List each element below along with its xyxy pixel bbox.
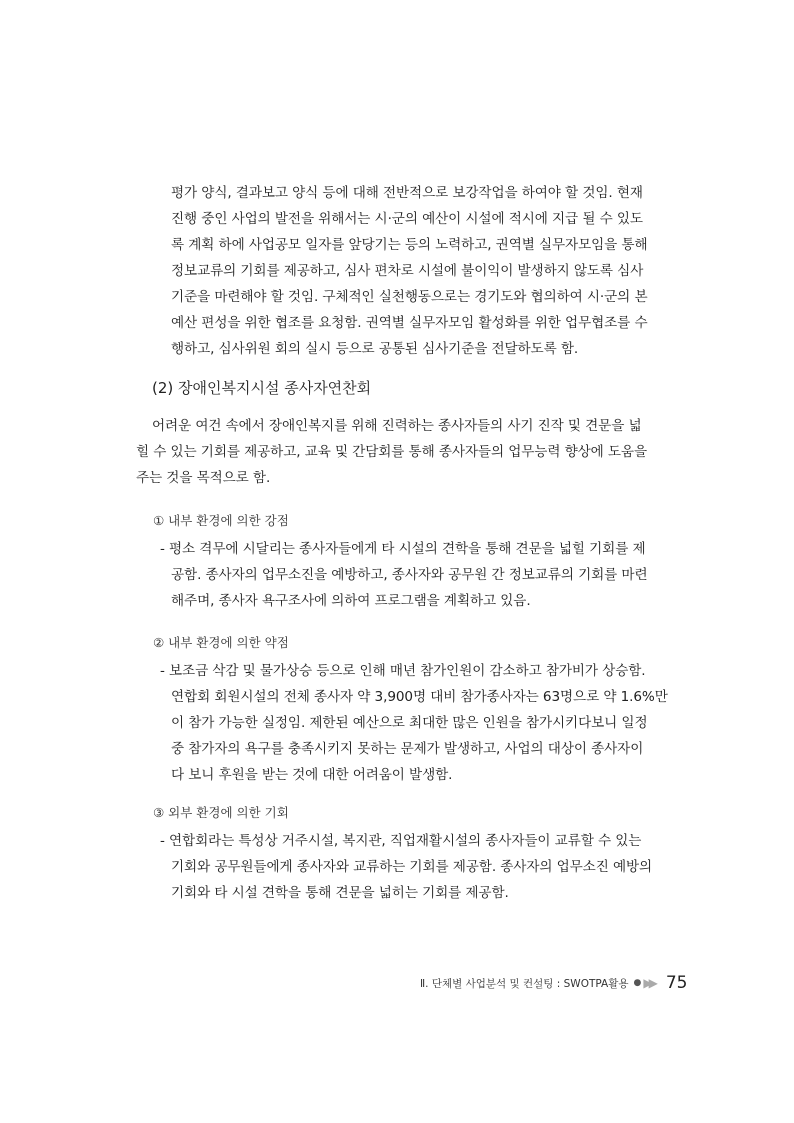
text-line: 예산 편성을 위한 협조를 요청함. 권역별 실무자모임 활성화를 위한 업무협조를 수: [171, 315, 648, 331]
bullet-dot-icon: ●: [633, 978, 642, 988]
text-line: 정보교류의 기회를 제공하고, 심사 편차로 시설에 불이익이 발생하지 않도록 심사: [171, 263, 644, 279]
page-number: 75: [665, 973, 688, 993]
strength-heading: ① 내부 환경에 의한 강점: [153, 513, 289, 528]
text-line: 중 참가자의 욕구를 충족시키지 못하는 문제가 발생하고, 사업의 대상이 종사자이: [171, 741, 644, 757]
text-line: 공함. 종사자의 업무소진을 예방하고, 종사자와 공무원 간 정보교류의 기회를 마련: [171, 567, 648, 583]
text-line: 평가 양식, 결과보고 양식 등에 대해 전반적으로 보강작업을 하여야 할 것임. 현재: [171, 185, 643, 201]
text-line: 진행 중인 사업의 발전을 위해서는 시·군의 예산이 시설에 적시에 지급 될 수 있도: [171, 211, 643, 227]
text-line: - 보조금 삭감 및 물가상승 등으로 인해 매년 참가인원이 감소하고 참가비가 상승함.: [160, 663, 646, 679]
chapter-title: Ⅱ. 단체별 사업분석 및 컨설팅 : SWOTPA활용: [420, 977, 629, 990]
text-line: 연합회 회원시설의 전체 종사자 약 3,900명 대비 참가종사자는 63명으로 약 1.6%만: [171, 689, 668, 705]
text-line: 주는 것을 목적으로 함.: [136, 470, 271, 486]
text-line: 이 참가 가능한 실정임. 제한된 예산으로 최대한 많은 인원을 참가시키다보니 일정: [171, 715, 648, 731]
section-heading: (2) 장애인복지시설 종사자연찬회: [152, 379, 372, 397]
text-line: 다 보니 후원을 받는 것에 대한 어려움이 발생함.: [171, 767, 453, 783]
weakness-heading: ② 내부 환경에 의한 약점: [153, 635, 289, 650]
text-line: 기준을 마련해야 할 것임. 구체적인 실천행동으로는 경기도와 협의하여 시·군의 본: [171, 289, 648, 305]
text-line: 어려운 여건 속에서 장애인복지를 위해 진력하는 종사자들의 사기 진작 및 견문을 넓: [152, 418, 642, 434]
double-chevron-icon: ▶▶: [643, 976, 654, 990]
opportunity-heading: ③ 외부 환경에 의한 기회: [153, 805, 289, 820]
text-line: 힐 수 있는 기회를 제공하고, 교육 및 간담회를 통해 종사자들의 업무능력 향상에 도움을: [136, 444, 647, 460]
page-footer: [420, 972, 687, 994]
text-line: 행하고, 심사위원 회의 실시 등으로 공통된 심사기준을 전달하도록 함.: [171, 341, 579, 357]
text-line: - 연합회라는 특성상 거주시설, 복지관, 직업재활시설의 종사자들이 교류할 수 있는: [160, 833, 642, 849]
text-line: 기회와 타 시설 견학을 통해 견문을 넓히는 기회를 제공함.: [171, 885, 509, 901]
text-line: 기회와 공무원들에게 종사자와 교류하는 기회를 제공함. 종사자의 업무소진 예방의: [171, 859, 653, 875]
text-line: 록 계획 하에 사업공모 일자를 앞당기는 등의 노력하고, 권역별 실무자모임을 통해: [171, 237, 648, 253]
text-line: 해주며, 종사자 욕구조사에 의하여 프로그램을 계획하고 있음.: [171, 593, 531, 609]
text-line: - 평소 격무에 시달리는 종사자들에게 타 시설의 견학을 통해 견문을 넓힐 기회를 제: [160, 541, 646, 557]
